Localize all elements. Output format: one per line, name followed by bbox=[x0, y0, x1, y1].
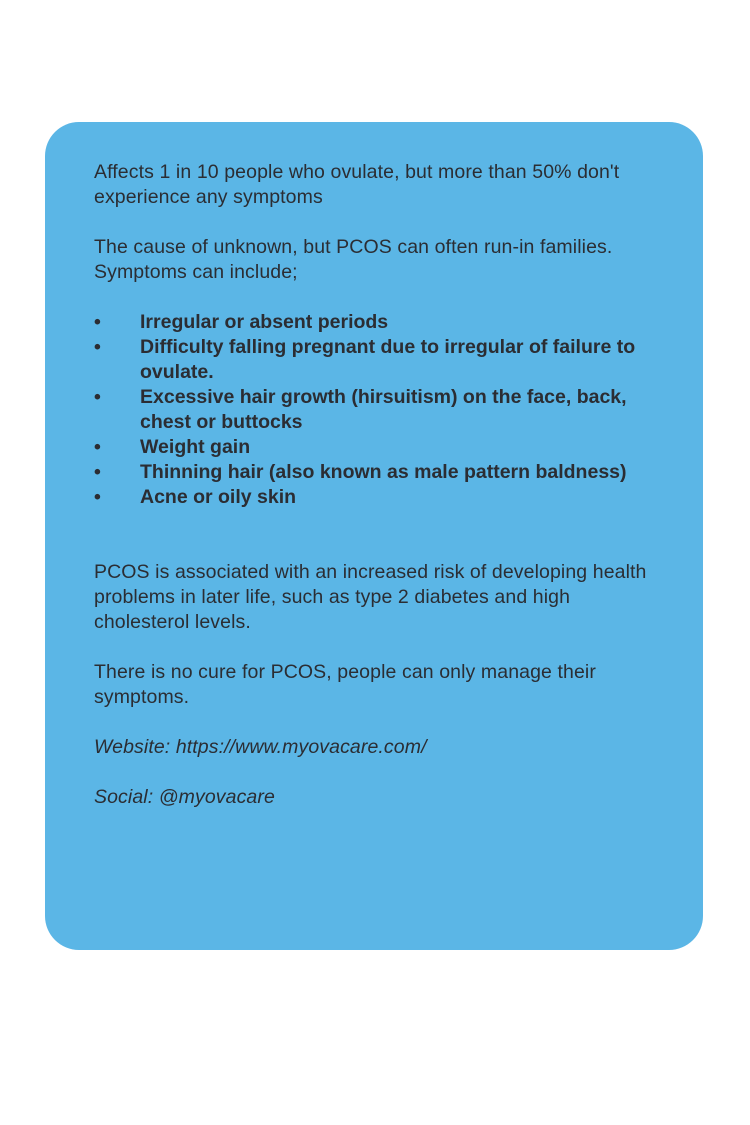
symptom-text: Difficulty falling pregnant due to irregular of failure to ovulate. bbox=[140, 336, 636, 383]
bullet-icon: • bbox=[94, 461, 101, 483]
intro-paragraph-2: The cause of unknown, but PCOS can often run-in families. Symptoms can include; bbox=[94, 236, 613, 283]
list-item bbox=[94, 335, 663, 385]
list-item bbox=[94, 485, 663, 510]
list-item bbox=[94, 460, 663, 485]
intro-paragraph-1: Affects 1 in 10 people who ovulate, but more than 50% don't experience any symptoms bbox=[94, 161, 620, 208]
spacer bbox=[94, 510, 663, 560]
symptom-text: Thinning hair (also known as male pattern baldness) bbox=[140, 461, 627, 483]
bullet-icon: • bbox=[94, 336, 101, 358]
bullet-icon: • bbox=[94, 386, 101, 408]
symptom-text: Excessive hair growth (hirsuitism) on the face, back, chest or buttocks bbox=[140, 386, 627, 433]
list-item bbox=[94, 385, 663, 435]
symptom-text: Irregular or absent periods bbox=[140, 311, 389, 333]
info-card bbox=[45, 122, 703, 950]
list-item bbox=[94, 435, 663, 460]
symptom-text: Weight gain bbox=[140, 436, 251, 458]
bullet-icon: • bbox=[94, 311, 101, 333]
social-text: Social: @myovacare bbox=[94, 786, 275, 808]
bullet-icon: • bbox=[94, 436, 101, 458]
symptom-text: Acne or oily skin bbox=[140, 486, 297, 508]
website-text: Website: https://www.myovacare.com/ bbox=[94, 736, 427, 758]
risk-paragraph: PCOS is associated with an increased risk of developing health problems in later life, such as type 2 diabetes and high cholesterol levels. bbox=[94, 561, 647, 633]
symptom-list bbox=[94, 310, 663, 510]
list-item bbox=[94, 310, 663, 335]
cure-paragraph: There is no cure for PCOS, people can only manage their symptoms. bbox=[94, 661, 596, 708]
bullet-icon: • bbox=[94, 486, 101, 508]
